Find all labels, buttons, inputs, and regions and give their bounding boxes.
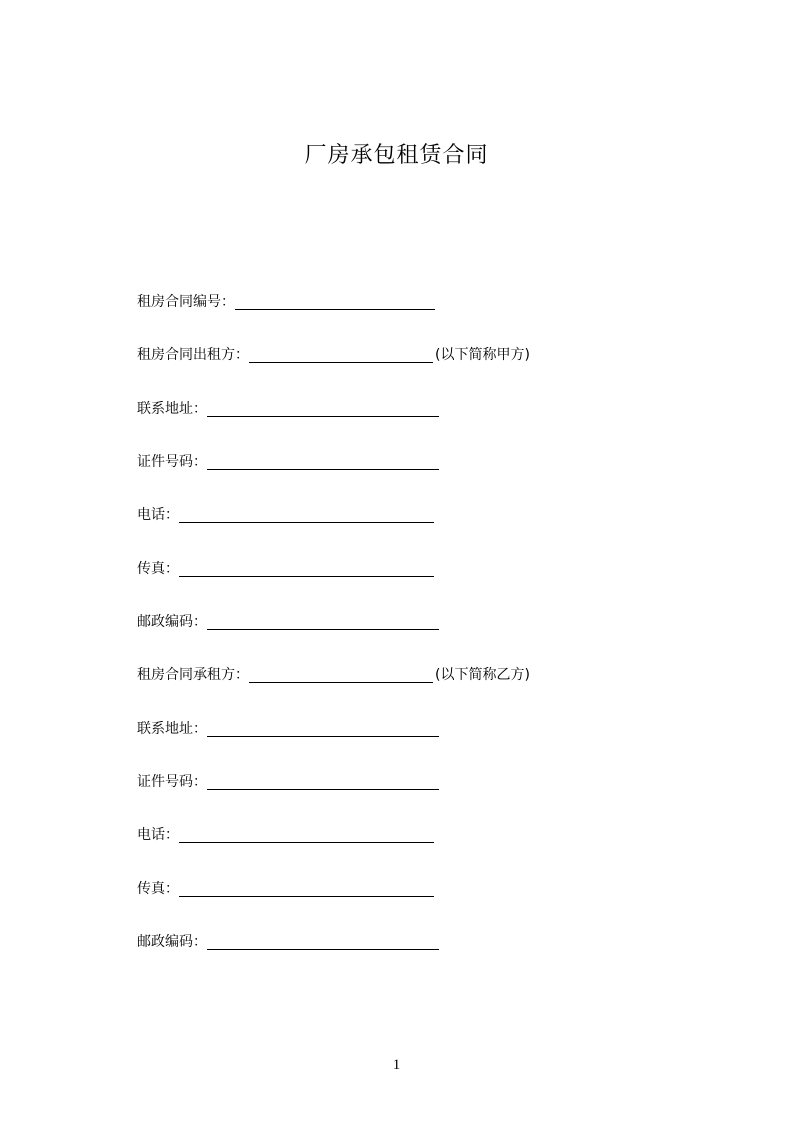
lessor-postcode-blank[interactable] bbox=[207, 612, 439, 630]
lessee-phone-field bbox=[137, 823, 434, 845]
lessor-label: 租房合同出租方： bbox=[137, 347, 249, 363]
lessor-postcode-field bbox=[137, 610, 439, 632]
lessee-id-blank[interactable] bbox=[207, 772, 439, 790]
lessor-phone-field bbox=[137, 503, 434, 525]
lessor-id-blank[interactable] bbox=[207, 452, 439, 470]
contract-number-field bbox=[137, 290, 435, 312]
lessee-fax-field bbox=[137, 877, 434, 899]
lessor-address-field bbox=[137, 397, 439, 419]
lessee-address-field bbox=[137, 717, 439, 739]
document-title: 厂房承包租赁合同 bbox=[304, 143, 489, 168]
lessee-address-label: 联系地址： bbox=[137, 721, 207, 737]
lessor-blank[interactable] bbox=[249, 345, 433, 363]
lessor-fax-blank[interactable] bbox=[179, 559, 434, 577]
lessor-fax-label: 传真： bbox=[137, 561, 179, 577]
lessor-fax-field bbox=[137, 557, 434, 579]
lessee-postcode-field bbox=[137, 930, 439, 952]
lessee-id-field bbox=[137, 770, 439, 792]
lessor-address-blank[interactable] bbox=[207, 399, 439, 417]
lessor-postcode-label: 邮政编码： bbox=[137, 614, 207, 630]
lessee-blank[interactable] bbox=[249, 665, 433, 683]
lessee-phone-label: 电话： bbox=[137, 827, 179, 843]
lessor-note: (以下简称甲方) bbox=[435, 347, 530, 363]
lessor-field bbox=[137, 343, 530, 365]
lessor-id-label: 证件号码： bbox=[137, 454, 207, 470]
lessor-id-field bbox=[137, 450, 439, 472]
lessee-phone-blank[interactable] bbox=[179, 825, 434, 843]
lessee-postcode-blank[interactable] bbox=[207, 932, 439, 950]
lessee-id-label: 证件号码： bbox=[137, 774, 207, 790]
lessee-postcode-label: 邮政编码： bbox=[137, 934, 207, 950]
lessee-fax-label: 传真： bbox=[137, 881, 179, 897]
contract-number-blank[interactable] bbox=[235, 292, 435, 310]
contract-number-label: 租房合同编号： bbox=[137, 294, 235, 310]
page-number: 1 bbox=[392, 1057, 401, 1073]
lessee-fax-blank[interactable] bbox=[179, 879, 434, 897]
lessor-address-label: 联系地址： bbox=[137, 401, 207, 417]
lessee-label: 租房合同承租方： bbox=[137, 667, 249, 683]
lessee-note: (以下简称乙方) bbox=[435, 667, 530, 683]
lessor-phone-blank[interactable] bbox=[179, 505, 434, 523]
lessor-phone-label: 电话： bbox=[137, 507, 179, 523]
lessee-address-blank[interactable] bbox=[207, 719, 439, 737]
lessee-field bbox=[137, 663, 530, 685]
